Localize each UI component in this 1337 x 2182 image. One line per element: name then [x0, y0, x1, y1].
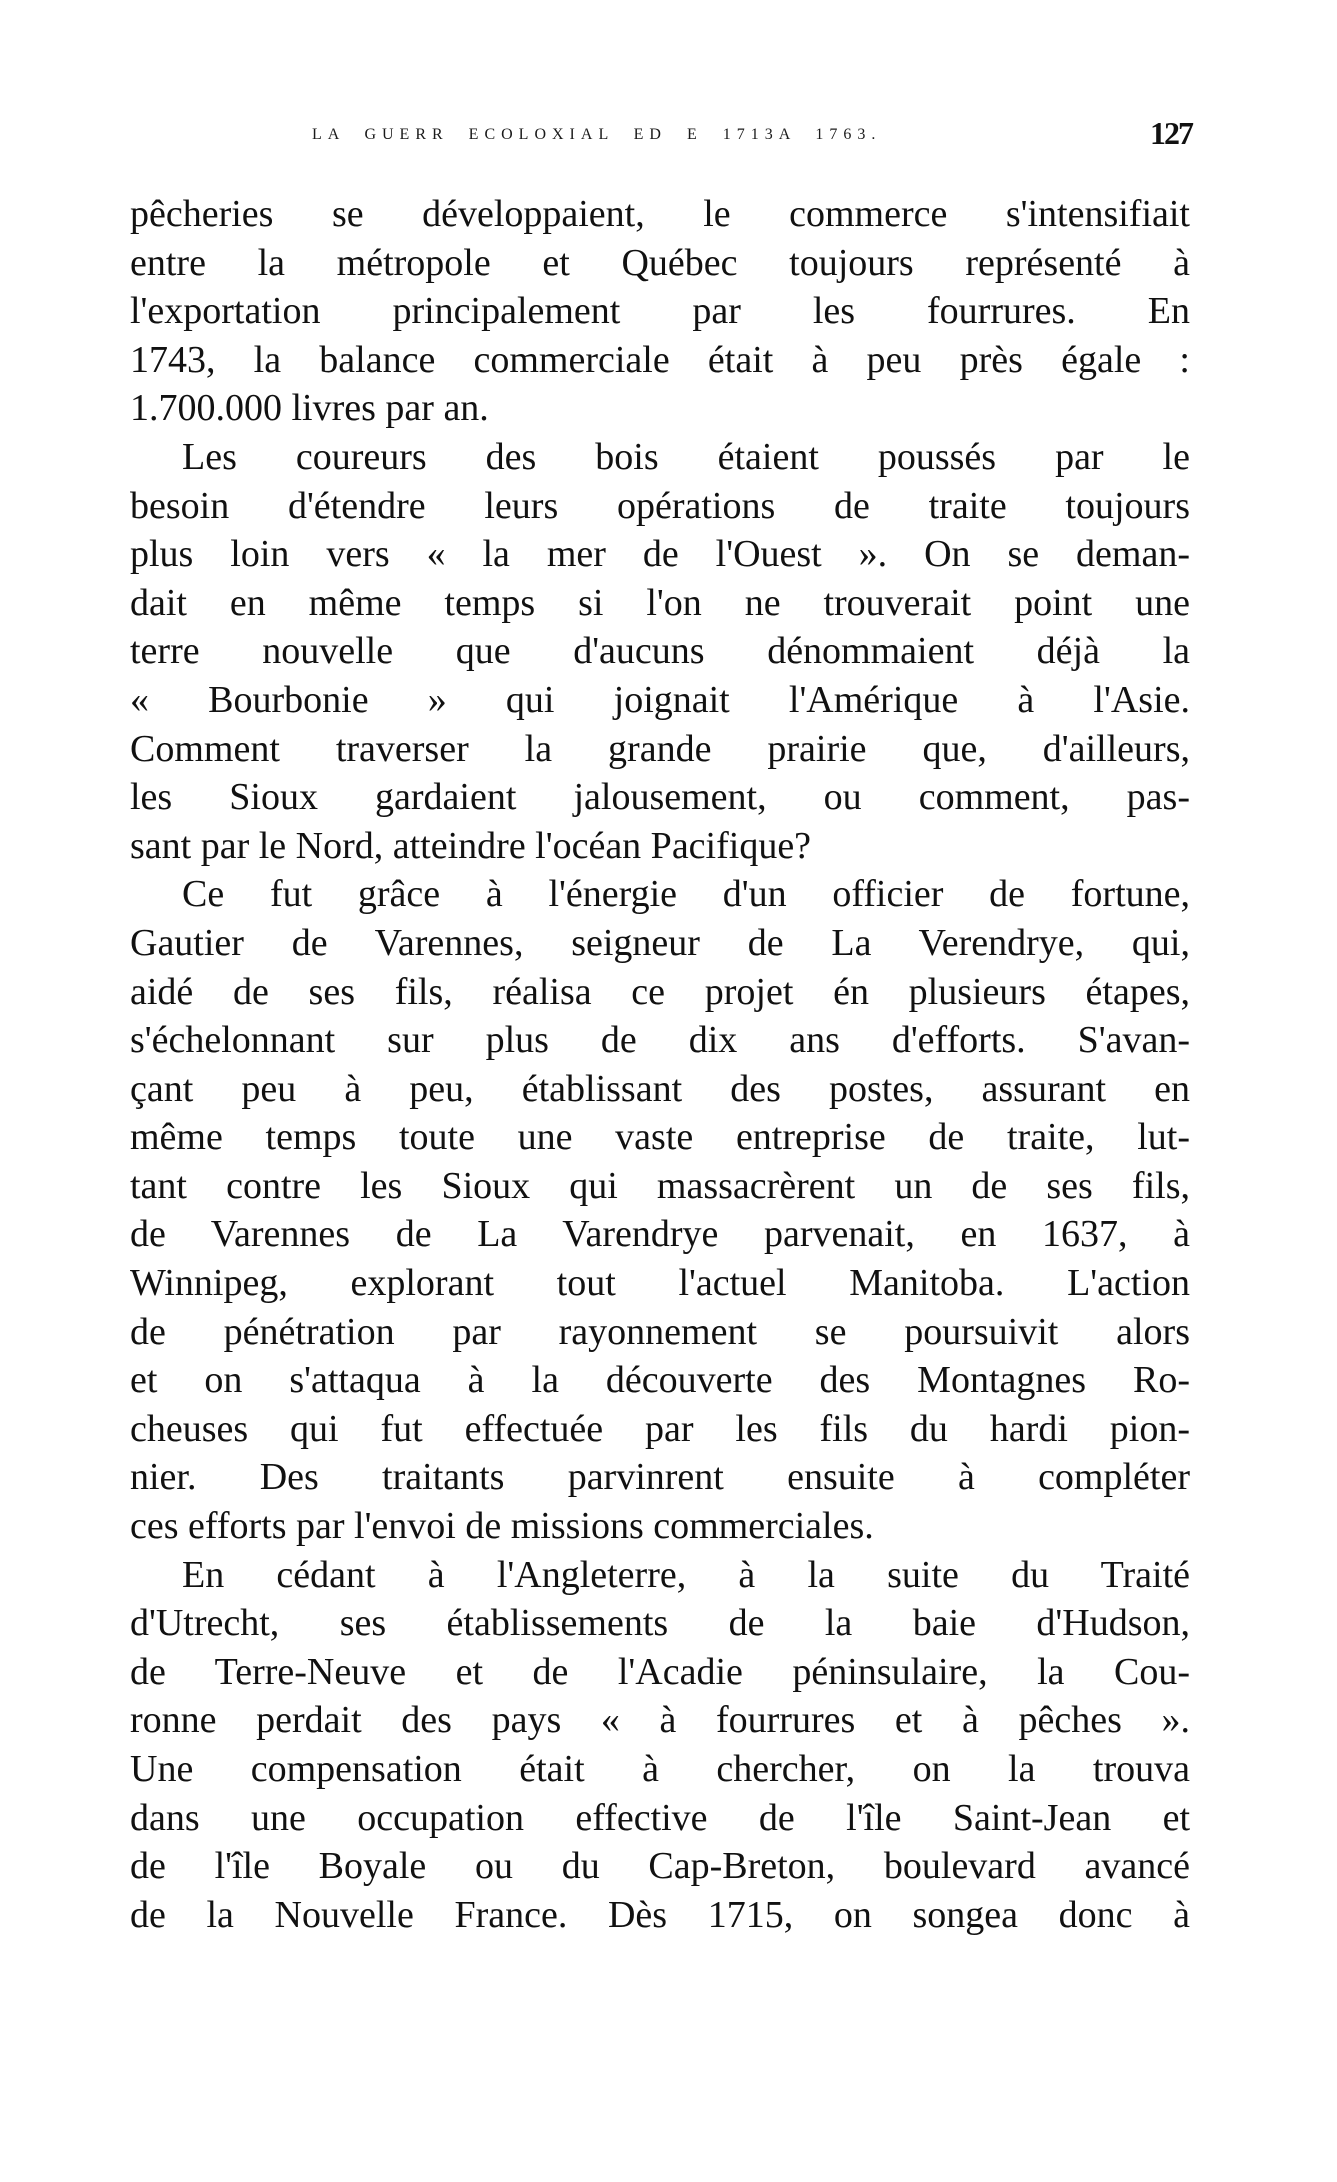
text-line: Une compensation était à chercher, on la trouva	[130, 1748, 1190, 1790]
text-line: pêcheries se développaient, le commerce s'intensifiait	[130, 193, 1190, 235]
text-line: de la Nouvelle France. Dès 1715, on songea donc à	[130, 1893, 1190, 1936]
text-line: de Terre-Neuve et de l'Acadie péninsulaire, la Cou-	[130, 1650, 1190, 1693]
text-line: 1743, la balance commerciale était à peu près égale :	[130, 338, 1190, 381]
text-line: terre nouvelle que d'aucuns dénommaient déjà la	[130, 630, 1190, 673]
text-line: Comment traverser la grande prairie que, d'ailleurs,	[130, 727, 1190, 770]
text-line: s'échelonnant sur plus de dix ans d'efforts. S'avan-	[130, 1019, 1190, 1062]
text-line: besoin d'étendre leurs opérations de traite toujours	[130, 484, 1190, 527]
text-line: entre la métropole et Québec toujours représenté à	[130, 241, 1190, 284]
text-line: dait en même temps si l'on ne trouverait point une	[130, 581, 1190, 624]
text-line: de pénétration par rayonnement se poursuivit alors	[130, 1310, 1190, 1353]
text-line: Ce fut grâce à l'énergie d'un officier de fortune,	[182, 873, 1190, 916]
page-number: 127	[1150, 115, 1192, 151]
text-line: aidé de ses fils, réalisa ce projet én plusieurs étapes,	[130, 970, 1190, 1013]
text-line: plus loin vers « la mer de l'Ouest ». On se deman-	[130, 533, 1190, 576]
text-line: d'Utrecht, ses établissements de la baie d'Hudson,	[130, 1602, 1190, 1645]
text-line: Les coureurs des bois étaient poussés par le	[182, 435, 1190, 478]
text-line: et on s'attaqua à la découverte des Montagnes Ro-	[130, 1359, 1190, 1402]
text-line: « Bourbonie » qui joignait l'Amérique à l'Asie.	[130, 678, 1190, 721]
text-line: Gautier de Varennes, seigneur de La Verendrye, qui,	[130, 921, 1190, 964]
text-line: les Sioux gardaient jalousement, ou comment, pas-	[130, 776, 1190, 819]
text-line: çant peu à peu, établissant des postes, assurant en	[130, 1067, 1190, 1110]
text-line: dans une occupation effective de l'île Saint-Jean et	[130, 1796, 1190, 1839]
text-line: de Varennes de La Varendrye parvenait, en 1637, à	[130, 1213, 1190, 1256]
running-head: LA GUERR ECOLOXIAL ED E 1713A 1763.	[312, 126, 882, 143]
text-line: Winnipeg, explorant tout l'actuel Manitoba. L'action	[130, 1262, 1190, 1305]
text-line: même temps toute une vaste entreprise de traite, lut-	[130, 1116, 1190, 1159]
text-line: nier. Des traitants parvinrent ensuite à compléter	[130, 1456, 1190, 1499]
text-line: de l'île Boyale ou du Cap-Breton, boulevard avancé	[130, 1845, 1190, 1888]
text-line: 1.700.000 livres par an.	[130, 387, 489, 430]
body-text	[130, 190, 1190, 1939]
text-line: l'exportation principalement par les fourrures. En	[130, 290, 1190, 333]
text-line: En cédant à l'Angleterre, à la suite du Traité	[182, 1553, 1190, 1596]
text-line: sant par le Nord, atteindre l'océan Pacifique?	[130, 824, 812, 867]
text-line: cheuses qui fut effectuée par les fils du hardi pion-	[130, 1407, 1190, 1450]
text-line: ces efforts par l'envoi de missions commerciales.	[130, 1505, 874, 1548]
text-line: tant contre les Sioux qui massacrèrent un de ses fils,	[130, 1164, 1190, 1207]
text-line: ronne perdait des pays « à fourrures et à pêches ».	[130, 1699, 1190, 1742]
